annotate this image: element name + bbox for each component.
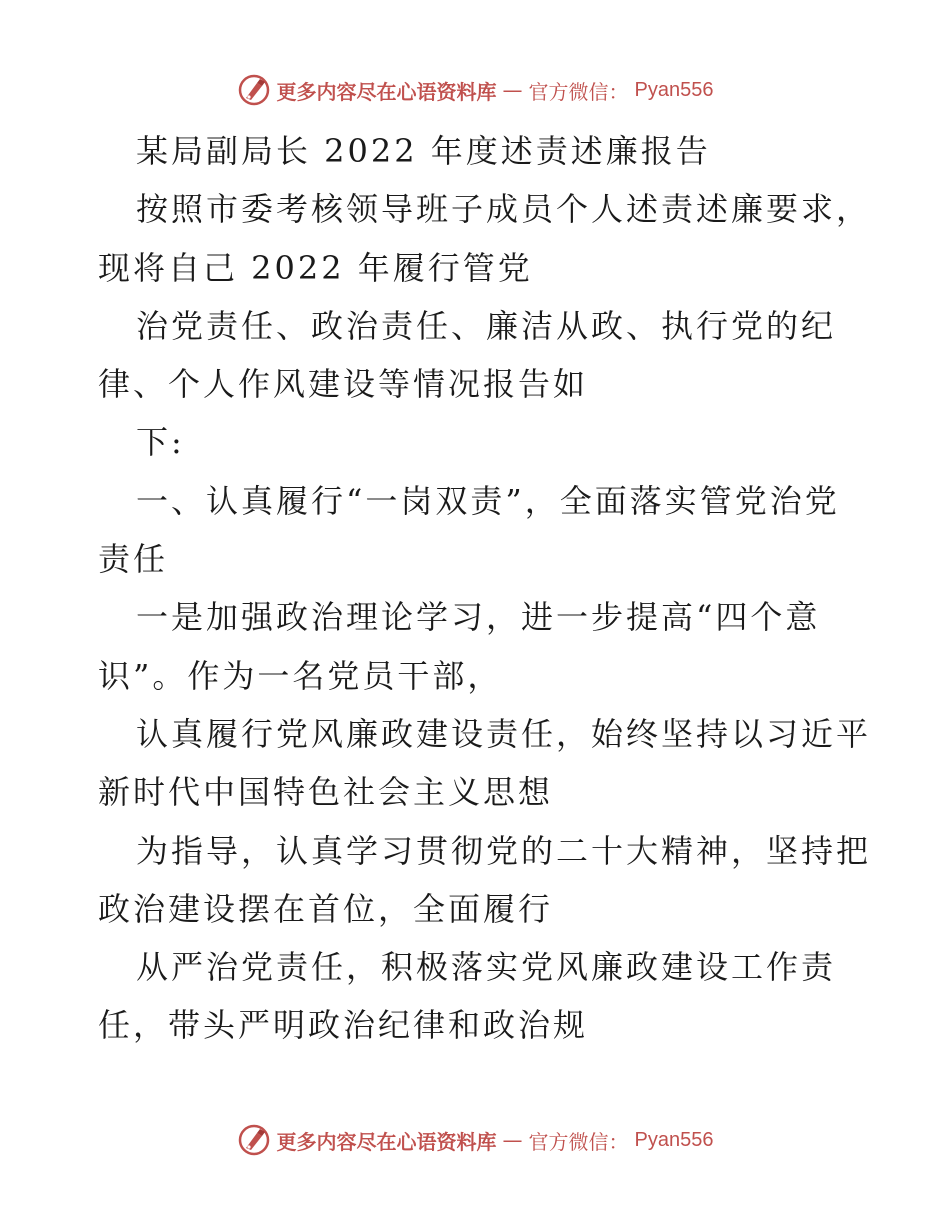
watermark-dash: — xyxy=(502,78,523,102)
watermark-wechat-id: Pyan556 xyxy=(634,1128,714,1151)
document-line: 识”。作为一名党员干部， xyxy=(98,656,503,695)
document-line: 政治建设摆在首位，全面履行 xyxy=(98,889,554,928)
document-body xyxy=(98,122,872,1055)
document-line: 某局副局长 2022 年度述责述廉报告 xyxy=(136,132,711,170)
pen-nib-logo-icon xyxy=(237,1123,271,1157)
document-line: 下: xyxy=(136,423,185,462)
document-line: 治党责任、政治责任、廉洁从政、执行党的纪 xyxy=(136,306,837,345)
watermark-wechat-label: 官方微信： xyxy=(528,79,629,104)
pen-nib-logo-icon xyxy=(237,73,271,107)
document-line: 一、认真履行“一岗双责”，全面落实管党治党 xyxy=(136,481,840,520)
document-line: 责任 xyxy=(98,540,169,579)
document-line: 新时代中国特色社会主义思想 xyxy=(98,773,554,812)
watermark-dash: — xyxy=(502,1128,523,1152)
watermark-wechat-id: Pyan556 xyxy=(634,78,714,101)
document-line: 按照市委考核领导班子成员个人述责述廉要求， xyxy=(136,190,872,229)
header-watermark xyxy=(0,70,950,110)
document-line: 现将自己 2022 年履行管党 xyxy=(98,248,533,287)
watermark-site-text: 更多内容尽在心语资料库 xyxy=(276,79,497,104)
footer-watermark xyxy=(0,1120,950,1160)
document-line: 律、个人作风建设等情况报告如 xyxy=(98,365,589,404)
document-line: 任，带头严明政治纪律和政治规 xyxy=(98,1006,589,1045)
document-line: 认真履行党风廉政建设责任，始终坚持以习近平 xyxy=(136,714,872,753)
document-line: 为指导，认真学习贯彻党的二十大精神，坚持把 xyxy=(136,831,872,870)
watermark-wechat-label: 官方微信： xyxy=(528,1129,629,1154)
document-line: 从严治党责任，积极落实党风廉政建设工作责 xyxy=(136,948,837,987)
watermark-site-text: 更多内容尽在心语资料库 xyxy=(276,1129,497,1154)
document-line: 一是加强政治理论学习，进一步提高“四个意 xyxy=(136,598,821,637)
